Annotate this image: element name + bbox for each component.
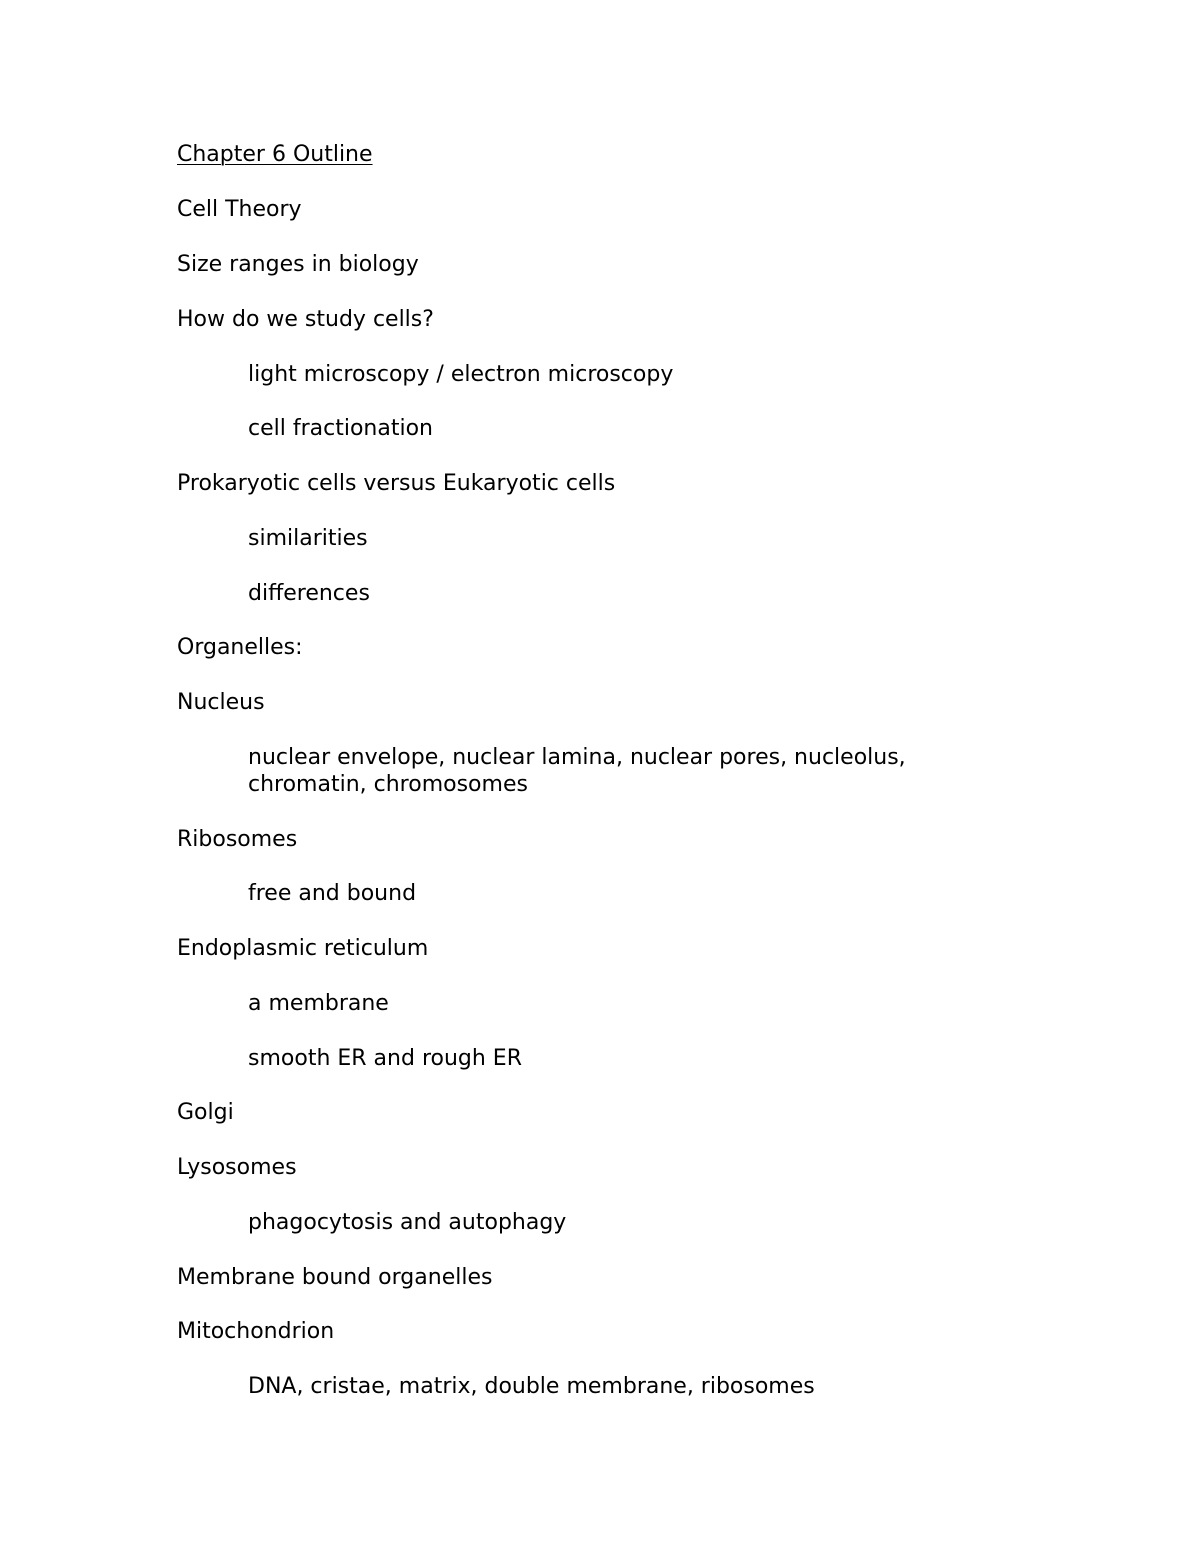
page-title: Chapter 6 Outline <box>177 142 373 167</box>
outline-subitem-differences: differences <box>248 581 370 606</box>
outline-heading-membrane-bound-organelles: Membrane bound organelles <box>177 1265 493 1290</box>
outline-heading-organelles: Organelles: <box>177 635 303 660</box>
outline-subitem-mitochondrion-parts: DNA, cristae, matrix, double membrane, ribosomes <box>248 1374 815 1399</box>
outline-heading-lysosomes: Lysosomes <box>177 1155 297 1180</box>
outline-heading-cell-theory: Cell Theory <box>177 197 302 222</box>
outline-heading-ribosomes: Ribosomes <box>177 827 298 852</box>
outline-heading-golgi: Golgi <box>177 1100 234 1125</box>
outline-subitem-smooth-rough-er: smooth ER and rough ER <box>248 1046 522 1071</box>
outline-subitem-phagocytosis-autophagy: phagocytosis and autophagy <box>248 1210 567 1235</box>
outline-heading-endoplasmic-reticulum: Endoplasmic reticulum <box>177 936 429 961</box>
outline-subitem-microscopy: light microscopy / electron microscopy <box>248 362 674 387</box>
outline-subitem-free-bound: free and bound <box>248 881 417 906</box>
outline-subitem-nucleus-parts: nuclear envelope, nuclear lamina, nuclear pores, nucleolus, <box>248 745 906 770</box>
outline-heading-size-ranges: Size ranges in biology <box>177 252 419 277</box>
outline-heading-study-cells: How do we study cells? <box>177 307 434 332</box>
outline-subitem-cell-fractionation: cell fractionation <box>248 416 433 441</box>
outline-subitem-a-membrane: a membrane <box>248 991 389 1016</box>
outline-subitem-nucleus-parts-cont: chromatin, chromosomes <box>248 772 528 797</box>
outline-subitem-similarities: similarities <box>248 526 368 551</box>
outline-heading-mitochondrion: Mitochondrion <box>177 1319 335 1344</box>
outline-heading-prokaryotic-vs-eukaryotic: Prokaryotic cells versus Eukaryotic cells <box>177 471 616 496</box>
outline-heading-nucleus: Nucleus <box>177 690 265 715</box>
